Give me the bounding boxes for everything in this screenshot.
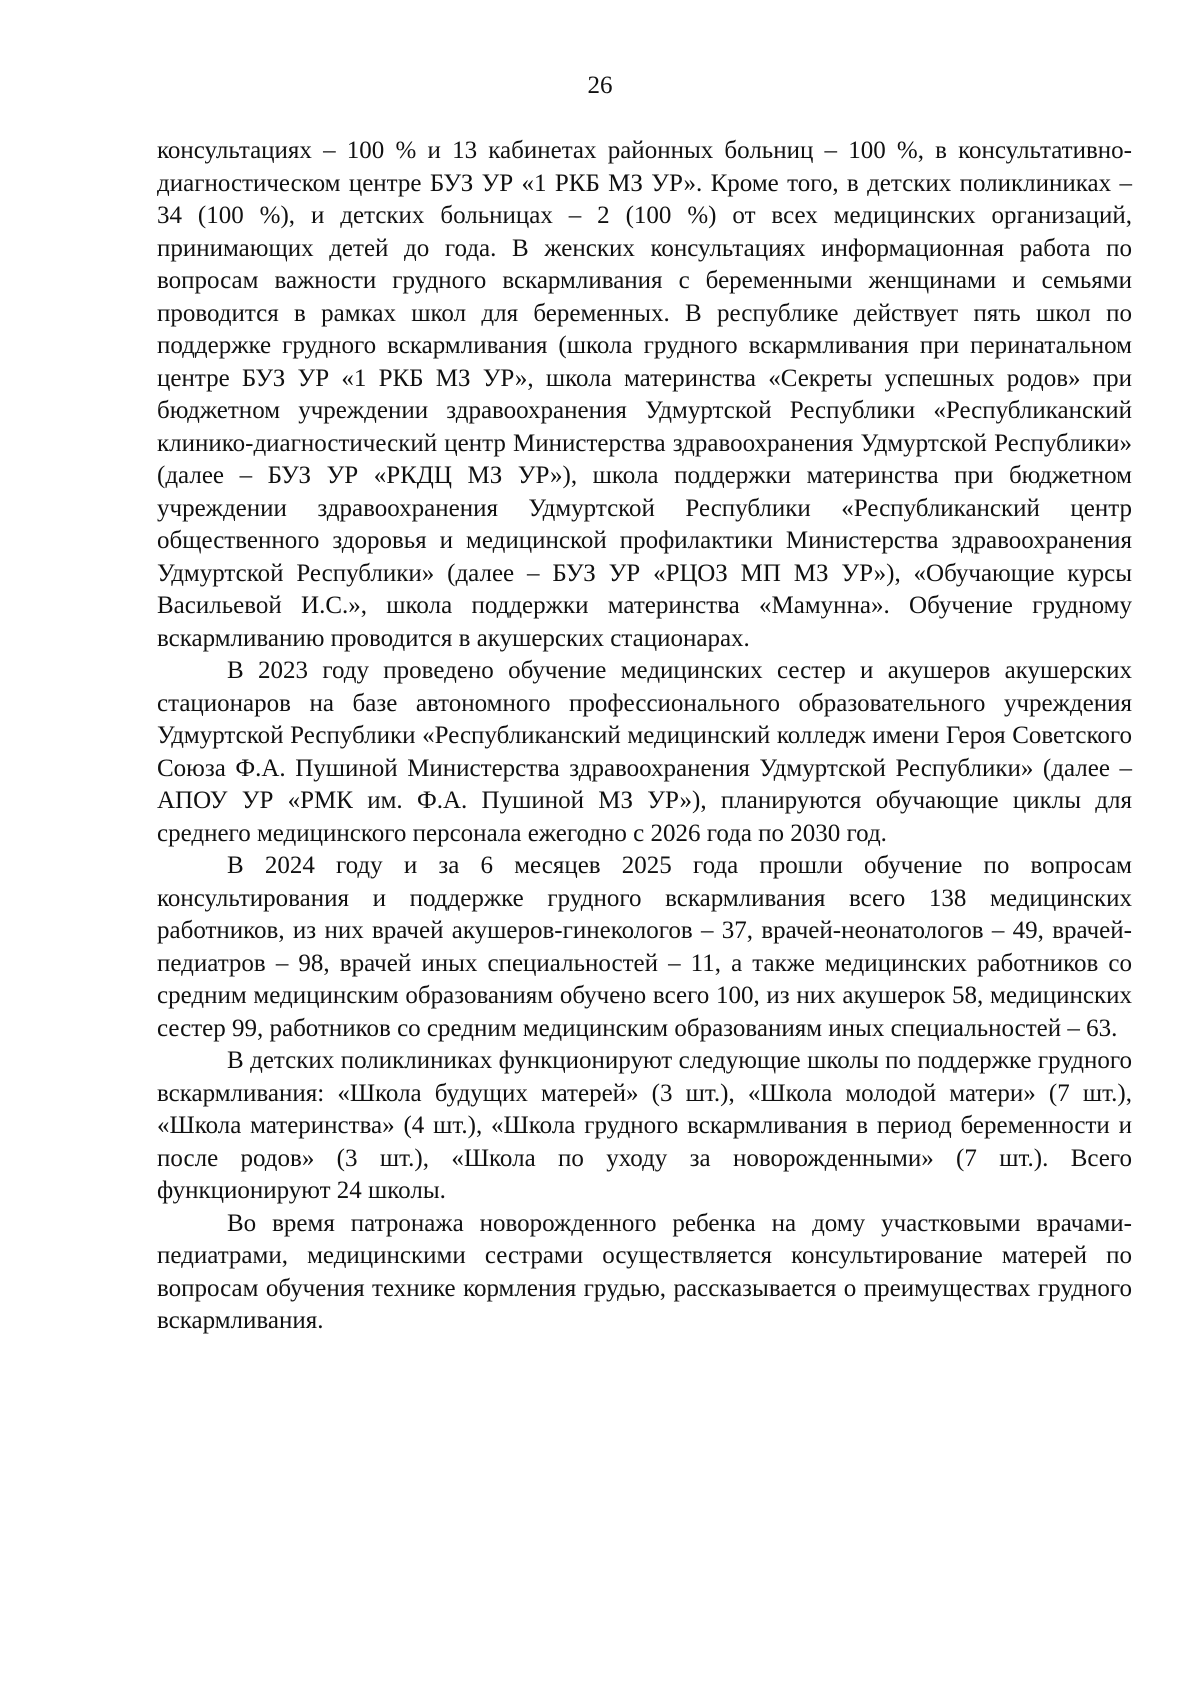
paragraph-polyclinic-schools: В детских поликлиниках функционируют следующие школы по поддержке грудного вскармливания: «Школа будущих матерей» (3 шт.), «Школа молодой матери» (7 шт.), «Школа материнства» (4 шт.), «Школа грудного вскармливания в период беременности и после родов» (3 шт.), «Школа по уходу за новорожденными» (7 шт.). Всего функционируют 24 школы. (157, 1047, 1132, 1204)
paragraph-patronage: Во время патронажа новорожденного ребенка на дому участковыми врачами-педиатрами, медицинскими сестрами осуществляется консультирование матерей по вопросам обучения технике кормления грудью, рассказывается о преимуществах грудного вскармливания. (157, 1209, 1132, 1334)
page-number: 26 (587, 72, 613, 99)
paragraph-continuation: консультациях – 100 % и 13 кабинетах районных больниц – 100 %, в консультативно-диагностическом центре БУЗ УР «1 РКБ МЗ УР». Кроме того, в детских поликлиниках – 34 (100 %), и детских больницах – 2 (100 %) от всех медицинских организаций, принимающих детей до года. В женских консультациях информационная работа по вопросам важности грудного вскармливания с беременными женщинами и семьями проводится в рамках школ для беременных. В республике действует пять школ по поддержке грудного вскармливания (школа грудного вскармливания при перинатальном центре БУЗ УР «1 РКБ МЗ УР», школа материнства «Секреты успешных родов» при бюджетном учреждении здравоохранения Удмуртской Республики «Республиканский клинико-диагностический центр Министерства здравоохранения Удмуртской Республики» (далее – БУЗ УР «РКДЦ МЗ УР»), школа поддержки материнства при бюджетном учреждении здравоохранения Удмуртской Республики «Республиканский центр общественного здоровья и медицинской профилактики Министерства здравоохранения Удмуртской Республики» (далее – БУЗ УР «РЦОЗ МП МЗ УР»), «Обучающие курсы Васильевой И.С.», школа поддержки материнства «Мамунна». Обучение грудному вскармливанию проводится в акушерских стационарах. (157, 137, 1132, 652)
paragraph-training-2024-2025: В 2024 году и за 6 месяцев 2025 года прошли обучение по вопросам консультирования и поддержке грудного вскармливания всего 138 медицинских работников, из них врачей акушеров-гинекологов – 37, врачей-неонатологов – 49, врачей-педиатров – 98, врачей иных специальностей – 11, а также медицинских работников со средним медицинским образованиям обучено всего 100, из них акушерок 58, медицинских сестер 99, работников со средним медицинским образованиям иных специальностей – 63. (157, 852, 1132, 1042)
paragraph-training-2023: В 2023 году проведено обучение медицинских сестер и акушеров акушерских стационаров на базе автономного профессионального образовательного учреждения Удмуртской Республики «Республиканский медицинский колледж имени Героя Советского Союза Ф.А. Пушиной Министерства здравоохранения Удмуртской Республики» (далее – АПОУ УР «РМК им. Ф.А. Пушиной МЗ УР»), планируются обучающие циклы для среднего медицинского персонала ежегодно с 2026 года по 2030 год. (157, 657, 1132, 847)
document-body (157, 135, 1132, 1338)
